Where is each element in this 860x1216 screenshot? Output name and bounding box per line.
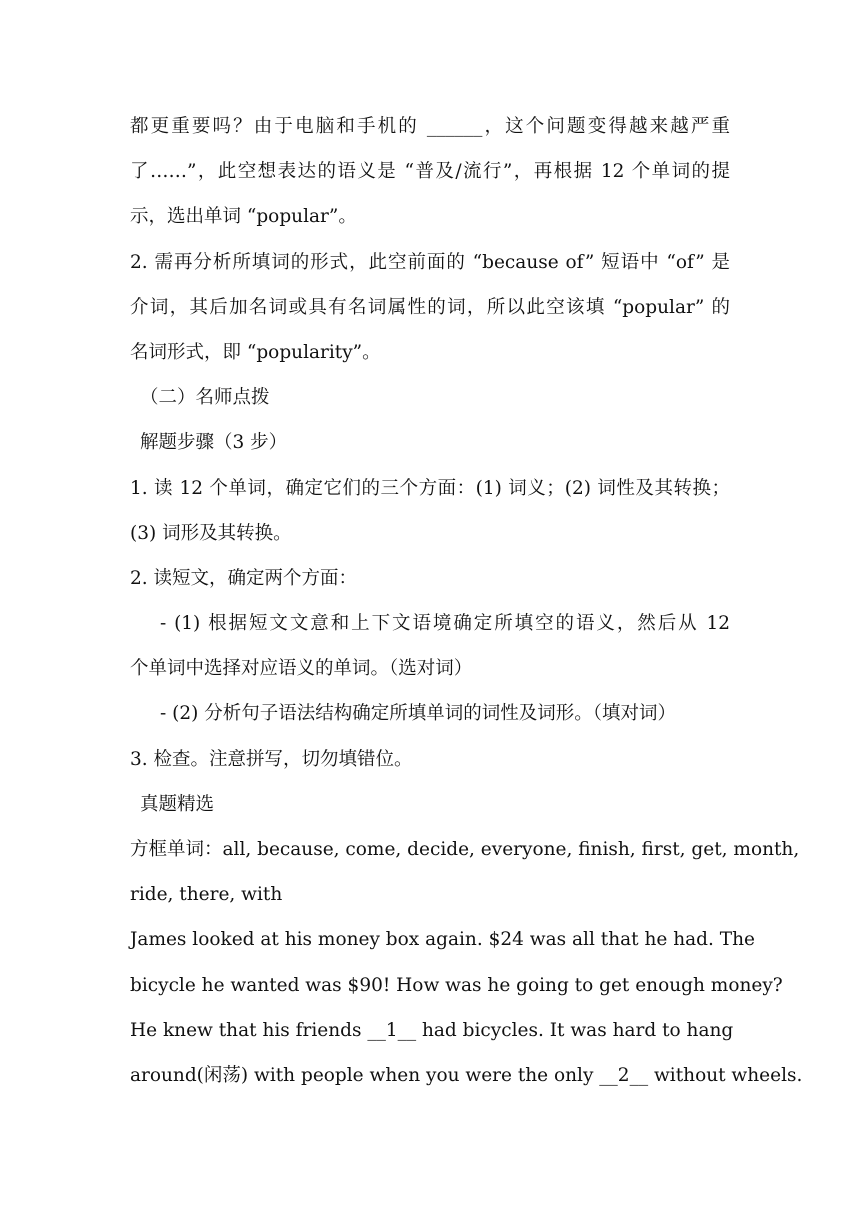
text-line-2: 了……”，此空想表达的语义是 “普及/流行”，再根据 12 个单词的提 bbox=[130, 161, 730, 183]
text-line-17: 方框单词：all, because, come, decide, everyone, finish, first, get, month, bbox=[130, 839, 800, 860]
text-line-3: 示，选出单词 “popular”。 bbox=[130, 206, 357, 228]
subheading-steps: 解题步骤（3 步） bbox=[140, 432, 288, 454]
document-page bbox=[130, 104, 803, 1098]
text-line-18: ride, there, with bbox=[130, 884, 283, 906]
text-line-6: 名词形式，即 “popularity”。 bbox=[130, 341, 381, 363]
subheading-selected-questions: 真题精选 bbox=[140, 793, 215, 815]
text-line-13: 个单词中选择对应语义的单词。（选对词） bbox=[130, 658, 473, 680]
text-line-4: 2. 需再分析所填词的形式，此空前面的 “because of” 短语中 “of” 是 bbox=[130, 251, 730, 273]
passage-line-4: around(闲荡) with people when you were the only __2__ without wheels. bbox=[130, 1064, 803, 1086]
passage-line-2: bicycle he wanted was $90! How was he going to get enough money? bbox=[130, 974, 783, 996]
text-line-12: - (1) 根据短文文意和上下文语境确定所填空的语义，然后从 12 bbox=[160, 613, 730, 635]
text-line-14: - (2) 分析句子语法结构确定所填单词的词性及词形。（填对词） bbox=[160, 703, 676, 725]
passage-line-1: James looked at his money box again. $24 was all that he had. The bbox=[130, 929, 755, 951]
text-line-5: 介词，其后加名词或具有名词属性的词，所以此空该填 “popular” 的 bbox=[130, 296, 730, 318]
section-heading: （二）名师点拨 bbox=[140, 387, 270, 409]
text-line-9: 1. 读 12 个单词，确定它们的三个方面：(1) 词义；(2) 词性及其转换； bbox=[130, 477, 730, 499]
text-line-10: (3) 词形及其转换。 bbox=[130, 522, 292, 544]
passage-line-3: He knew that his friends __1__ had bicycles. It was hard to hang bbox=[130, 1019, 734, 1041]
text-line-11: 2. 读短文，确定两个方面： bbox=[130, 567, 358, 589]
text-line-15: 3. 检查。注意拼写，切勿填错位。 bbox=[130, 748, 413, 770]
text-line-1: 都更重要吗？由于电脑和手机的 ______，这个问题变得越来越严重 bbox=[130, 116, 730, 137]
